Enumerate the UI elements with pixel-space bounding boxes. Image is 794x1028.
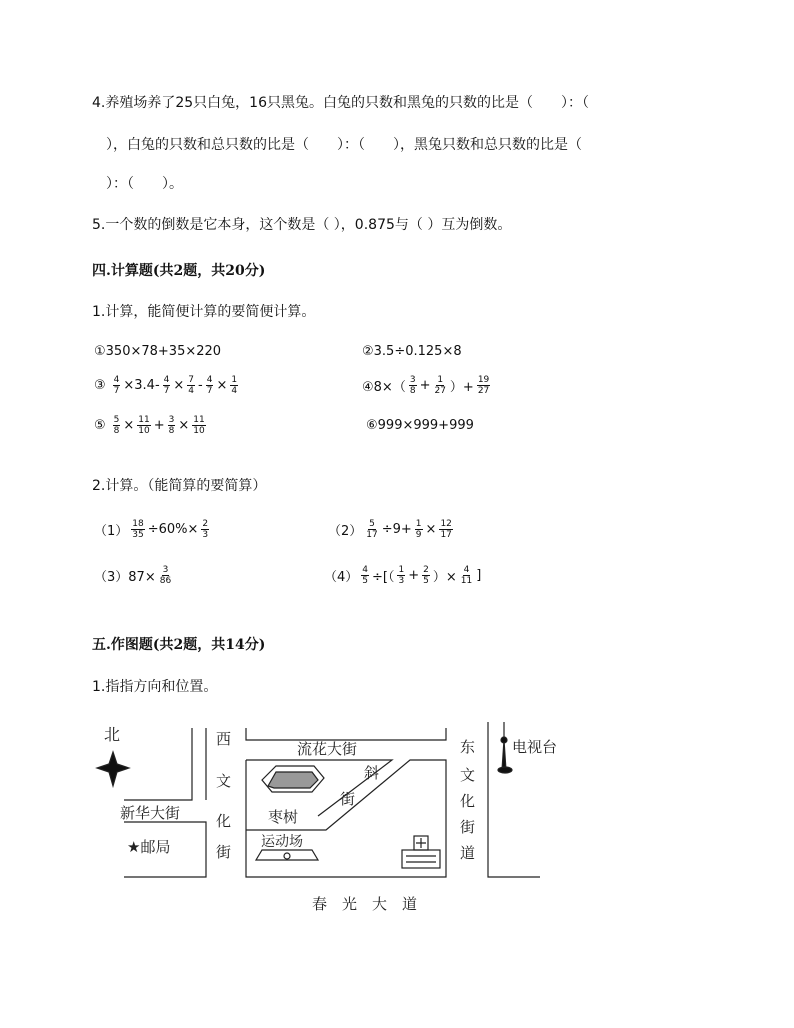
hospital-icon [402, 850, 440, 868]
chunguang-avenue-label: 春 光 大 道 [312, 895, 418, 913]
west-street-char: 街 [216, 843, 232, 861]
fraction: $\frac{4}{11}$ [460, 564, 473, 586]
fraction: $\frac{5}{17}$ [366, 518, 378, 540]
liuhua-street-label: 流花大街 [297, 740, 358, 758]
fraction: $\frac{19}{27}$ [477, 374, 490, 396]
west-street-char: 文 [216, 772, 232, 790]
s5-p1-title: 1.指指方向和位置。 [92, 679, 218, 695]
street-edge [246, 728, 446, 740]
fraction: $\frac{4}{7}$ [163, 374, 170, 396]
fraction: $\frac{1}{4}$ [231, 374, 238, 396]
fraction: $\frac{5}{8}$ [113, 414, 120, 436]
east-street-char: 文 [460, 766, 476, 784]
q5-text: 5.一个数的倒数是它本身，这个数是（ ），0.875与（ ）互为倒数。 [92, 217, 512, 233]
s4-p1-expr2: ②3.5÷0.125×8 [362, 343, 462, 359]
post-office-label: ★邮局 [127, 838, 171, 856]
east-street-char: 道 [460, 844, 476, 862]
fraction: $\frac{3}{8}$ [168, 414, 175, 436]
s4-p1-expr5: ⑤ $\frac{5}{8}$ × $\frac{11}{10}$ + $\frac{3}{8}$ × $\frac{11}{10}$ [94, 414, 205, 436]
s4-p1-expr1: ①350×78+35×220 [94, 343, 222, 359]
north-label: 北 [104, 725, 121, 744]
fraction: $\frac{3}{8}$ [409, 374, 416, 396]
fraction: $\frac{11}{10}$ [193, 414, 205, 436]
fraction: $\frac{4}{5}$ [362, 564, 369, 586]
section5-heading: 五.作图题(共2题，共14分) [92, 637, 266, 653]
s4-p1-title: 1.计算，能简便计算的要简便计算。 [92, 304, 316, 320]
tv-station-label: 电视台 [512, 738, 558, 756]
diagonal-street-char: 斜 [364, 764, 380, 782]
fraction: $\frac{4}{7}$ [206, 374, 213, 396]
fraction: $\frac{1}{9}$ [415, 518, 422, 540]
s4-p2-expr4: （4） $\frac{4}{5}$ ÷[（ $\frac{1}{3}$ + $\frac{2}{5}$ ）× $\frac{4}{11}$ ] [324, 564, 482, 586]
s4-p1-expr6: ⑥999×999+999 [366, 417, 474, 433]
fraction: $\frac{4}{7}$ [113, 374, 120, 396]
zaoshu-label: 枣树 [268, 808, 299, 826]
fraction: $\frac{1}{27}$ [434, 374, 446, 396]
fraction: $\frac{3}{86}$ [159, 564, 172, 586]
s4-p1-expr3: ③ $\frac{4}{7}$ ×3.4- $\frac{4}{7}$ × $\frac{7}{4}$ - $\frac{4}{7}$ × $\frac{1}{4}$ [94, 374, 238, 396]
s4-p1-expr4: ④8×（ $\frac{3}{8}$ + $\frac{1}{27}$ ）+ $\frac{19}{27}$ [362, 374, 490, 396]
q4-line2: ），白兔的只数和总只数的比是（ ）：（ ），黑兔只数和总只数的比是（ [92, 137, 582, 153]
fraction: $\frac{11}{10}$ [138, 414, 150, 436]
q4-line1: 4.养殖场养了25只白兔，16只黑兔。白兔的只数和黑兔的只数的比是（ ）：（ [92, 95, 589, 111]
s4-p2-expr3: （3）87× $\frac{3}{86}$ [94, 564, 172, 586]
s4-p2-expr1: （1） $\frac{18}{35}$ ÷60%× $\frac{2}{3}$ [94, 518, 209, 540]
fraction: $\frac{18}{35}$ [132, 518, 144, 540]
compass-icon [97, 752, 129, 786]
east-street-char: 街 [460, 818, 476, 836]
fraction: $\frac{2}{5}$ [423, 564, 429, 586]
east-street-char: 东 [460, 738, 476, 756]
s4-p2-expr2: （2） $\frac{5}{17}$ ÷9+ $\frac{1}{9}$ × $\frac{12}{17}$ [328, 518, 452, 540]
fraction: $\frac{2}{3}$ [202, 518, 209, 540]
diagonal-street-char: 街 [340, 790, 356, 808]
s4-p2-title: 2.计算。（能简算的要简算） [92, 478, 267, 494]
fraction: $\frac{1}{3}$ [398, 564, 405, 586]
fraction: $\frac{12}{17}$ [440, 518, 452, 540]
q4-line3: ）：（ ）。 [92, 176, 183, 192]
section4-heading: 四.计算题(共2题，共20分) [92, 263, 266, 279]
fraction: $\frac{7}{4}$ [188, 374, 195, 396]
street-edge [124, 728, 192, 800]
west-street-char: 西 [216, 730, 232, 748]
xinhua-street-label: 新华大街 [120, 804, 181, 822]
east-street-char: 化 [460, 792, 476, 810]
stadium-label: 运动场 [261, 834, 303, 850]
west-street-char: 化 [216, 812, 232, 830]
tv-tower-icon [502, 740, 506, 770]
